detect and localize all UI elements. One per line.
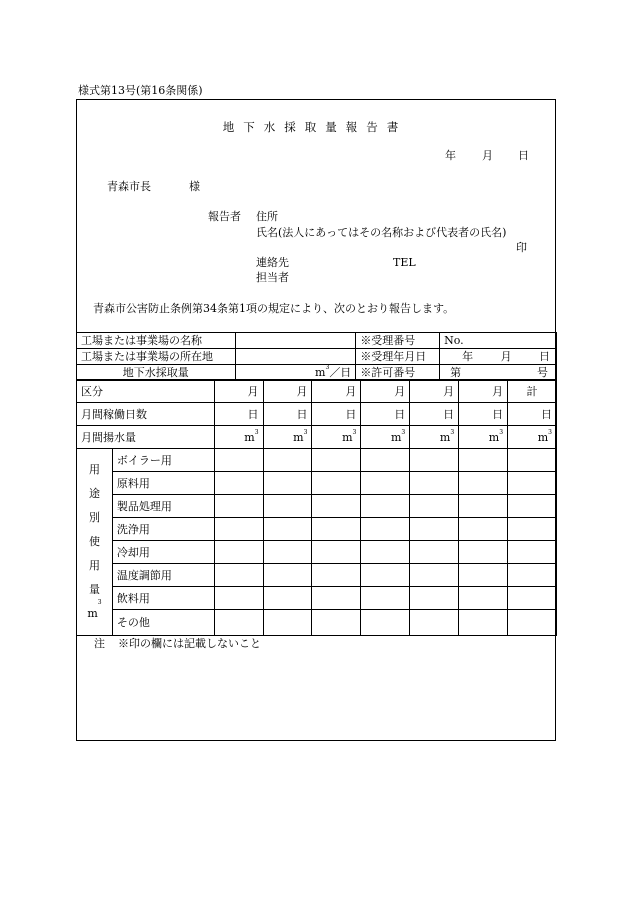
addressee: 青森市長: [107, 180, 151, 193]
usage-cell[interactable]: [361, 518, 410, 541]
usage-cell[interactable]: [508, 610, 557, 636]
usage-cell[interactable]: [214, 518, 263, 541]
usage-cell[interactable]: [214, 564, 263, 587]
receipt-number-label: ※受理番号: [356, 333, 440, 349]
extraction-label: 地下水採取量: [77, 365, 236, 381]
pumped-volume-cell[interactable]: $m^3$: [312, 426, 361, 449]
table-row: [77, 541, 557, 564]
extraction-unit-base: m: [315, 366, 326, 379]
usage-cell[interactable]: [410, 610, 459, 636]
usage-cell[interactable]: [214, 610, 263, 636]
usage-cell[interactable]: [508, 564, 557, 587]
usage-cell[interactable]: [410, 518, 459, 541]
usage-cell[interactable]: [459, 472, 508, 495]
note-label: 注: [94, 637, 105, 650]
pumped-volume-label: 月間揚水量: [77, 426, 215, 449]
usage-cell[interactable]: [312, 541, 361, 564]
receipt-date-label: ※受理年月日: [356, 349, 440, 365]
table-row: [77, 587, 557, 610]
usage-cell[interactable]: [508, 495, 557, 518]
usage-cell[interactable]: [410, 564, 459, 587]
usage-cell[interactable]: [410, 587, 459, 610]
table-row: [77, 349, 557, 365]
monthly-usage-table: [76, 379, 557, 636]
operating-days-label: 月間稼働日数: [77, 403, 215, 426]
usage-cell[interactable]: [410, 541, 459, 564]
reporter-person: 担当者: [256, 271, 289, 284]
reporter-address: 住所: [256, 210, 278, 223]
usage-label-boiler: ボイラー用: [112, 449, 214, 472]
facility-address-label: 工場または事業場の所在地: [77, 349, 236, 365]
usage-cell[interactable]: [361, 541, 410, 564]
facility-address-field[interactable]: [235, 349, 356, 365]
usage-cell[interactable]: [459, 564, 508, 587]
usage-cell[interactable]: [214, 495, 263, 518]
reporter-name: 氏名(法人にあってはその名称および代表者の氏名): [256, 226, 507, 239]
table-row: [77, 380, 557, 403]
usage-cell[interactable]: [508, 449, 557, 472]
pumped-volume-total[interactable]: $m^3$: [508, 426, 557, 449]
usage-cell[interactable]: [263, 564, 312, 587]
facility-info-table: [76, 332, 557, 381]
usage-cell[interactable]: [214, 449, 263, 472]
operating-days-total[interactable]: 日: [508, 403, 557, 426]
month-header: 月: [312, 380, 361, 403]
usage-cell[interactable]: [312, 495, 361, 518]
pumped-volume-cell[interactable]: $m^3$: [214, 426, 263, 449]
usage-cell[interactable]: [214, 587, 263, 610]
usage-cell[interactable]: [263, 610, 312, 636]
usage-cell[interactable]: [508, 541, 557, 564]
facility-name-label: 工場または事業場の名称: [77, 333, 236, 349]
usage-cell[interactable]: [263, 495, 312, 518]
usage-cell[interactable]: [263, 587, 312, 610]
form-number-label: 様式第13号(第16条関係): [78, 84, 203, 97]
usage-cell[interactable]: [508, 472, 557, 495]
date-month-label: 月: [482, 149, 493, 162]
usage-cell[interactable]: [214, 472, 263, 495]
table-row: [77, 495, 557, 518]
usage-cell[interactable]: [312, 472, 361, 495]
usage-label-raw-material: 原料用: [112, 472, 214, 495]
usage-cell[interactable]: [459, 495, 508, 518]
extraction-unit-exp: 3: [325, 364, 330, 371]
receipt-day-label: 日: [539, 350, 550, 363]
extraction-unit-rest: ／日: [329, 366, 352, 379]
operating-days-cell[interactable]: 日: [263, 403, 312, 426]
operating-days-cell[interactable]: 日: [361, 403, 410, 426]
usage-cell[interactable]: [459, 610, 508, 636]
table-row: [77, 403, 557, 426]
usage-cell[interactable]: [459, 518, 508, 541]
total-header: 計: [508, 380, 557, 403]
permit-suffix: 号: [537, 366, 548, 379]
pumped-volume-cell[interactable]: $m^3$: [263, 426, 312, 449]
facility-name-field[interactable]: [235, 333, 356, 349]
operating-days-cell[interactable]: 日: [214, 403, 263, 426]
usage-label-cooling: 冷却用: [112, 541, 214, 564]
permit-prefix: 第: [450, 366, 462, 379]
usage-cell[interactable]: [263, 518, 312, 541]
note-text: ※印の欄には記載しないこと: [118, 637, 261, 650]
usage-cell[interactable]: [410, 449, 459, 472]
reporter-label: 報告者: [208, 210, 241, 223]
usage-cell[interactable]: [361, 610, 410, 636]
date-day-label: 日: [518, 149, 529, 162]
usage-label-drinking: 飲料用: [112, 587, 214, 610]
usage-cell[interactable]: [361, 564, 410, 587]
usage-cell[interactable]: [361, 472, 410, 495]
pumped-volume-cell[interactable]: $m^3$: [361, 426, 410, 449]
form-title: 地下水採取量報告書: [222, 120, 408, 134]
usage-cell[interactable]: [508, 518, 557, 541]
usage-group-label: 用 途 別 使 用 量 $m^3$: [77, 449, 113, 636]
usage-cell[interactable]: [312, 564, 361, 587]
table-row: [77, 472, 557, 495]
pumped-volume-cell[interactable]: $m^3$: [410, 426, 459, 449]
receipt-date-field[interactable]: [440, 349, 557, 365]
pumped-volume-cell[interactable]: $m^3$: [459, 426, 508, 449]
usage-label-other: その他: [112, 610, 214, 636]
usage-cell[interactable]: [459, 587, 508, 610]
permit-number-label: ※許可番号: [356, 365, 440, 381]
usage-cell[interactable]: [263, 541, 312, 564]
receipt-number-field[interactable]: No.: [440, 333, 557, 349]
usage-cell[interactable]: [361, 449, 410, 472]
receipt-year-label: 年: [462, 350, 474, 363]
usage-cell[interactable]: [361, 495, 410, 518]
usage-label-washing: 洗浄用: [112, 518, 214, 541]
table-row: [77, 610, 557, 636]
usage-cell[interactable]: [312, 518, 361, 541]
seal-mark: 印: [516, 241, 527, 254]
addressee-honorific: 様: [189, 180, 200, 193]
usage-cell[interactable]: [312, 449, 361, 472]
usage-cell[interactable]: [459, 541, 508, 564]
reporter-contact: 連絡先: [256, 256, 289, 269]
month-header: 月: [361, 380, 410, 403]
table-row: [77, 333, 557, 349]
table-row: [77, 426, 557, 449]
date-year-label: 年: [445, 149, 456, 162]
month-header: 月: [410, 380, 459, 403]
table-row: [77, 564, 557, 587]
usage-cell[interactable]: [263, 472, 312, 495]
operating-days-cell[interactable]: 日: [410, 403, 459, 426]
table-row: [77, 449, 557, 472]
usage-cell[interactable]: [312, 610, 361, 636]
usage-cell[interactable]: [214, 541, 263, 564]
usage-label-product-processing: 製品処理用: [112, 495, 214, 518]
month-header: 月: [263, 380, 312, 403]
receipt-month-label: 月: [500, 350, 512, 363]
statement-text: 青森市公害防止条例第34条第1項の規定により、次のとおり報告します。: [93, 302, 455, 315]
operating-days-cell[interactable]: 日: [459, 403, 508, 426]
usage-cell[interactable]: [361, 587, 410, 610]
reporter-tel: TEL: [393, 256, 416, 269]
usage-cell[interactable]: [508, 587, 557, 610]
usage-cell[interactable]: [263, 449, 312, 472]
usage-cell[interactable]: [459, 449, 508, 472]
usage-cell[interactable]: [312, 587, 361, 610]
month-header: 月: [214, 380, 263, 403]
usage-cell[interactable]: [410, 472, 459, 495]
month-header: 月: [459, 380, 508, 403]
operating-days-cell[interactable]: 日: [312, 403, 361, 426]
period-label: 区分: [77, 380, 215, 403]
table-row: [77, 518, 557, 541]
usage-cell[interactable]: [410, 495, 459, 518]
usage-label-temperature-control: 温度調節用: [112, 564, 214, 587]
